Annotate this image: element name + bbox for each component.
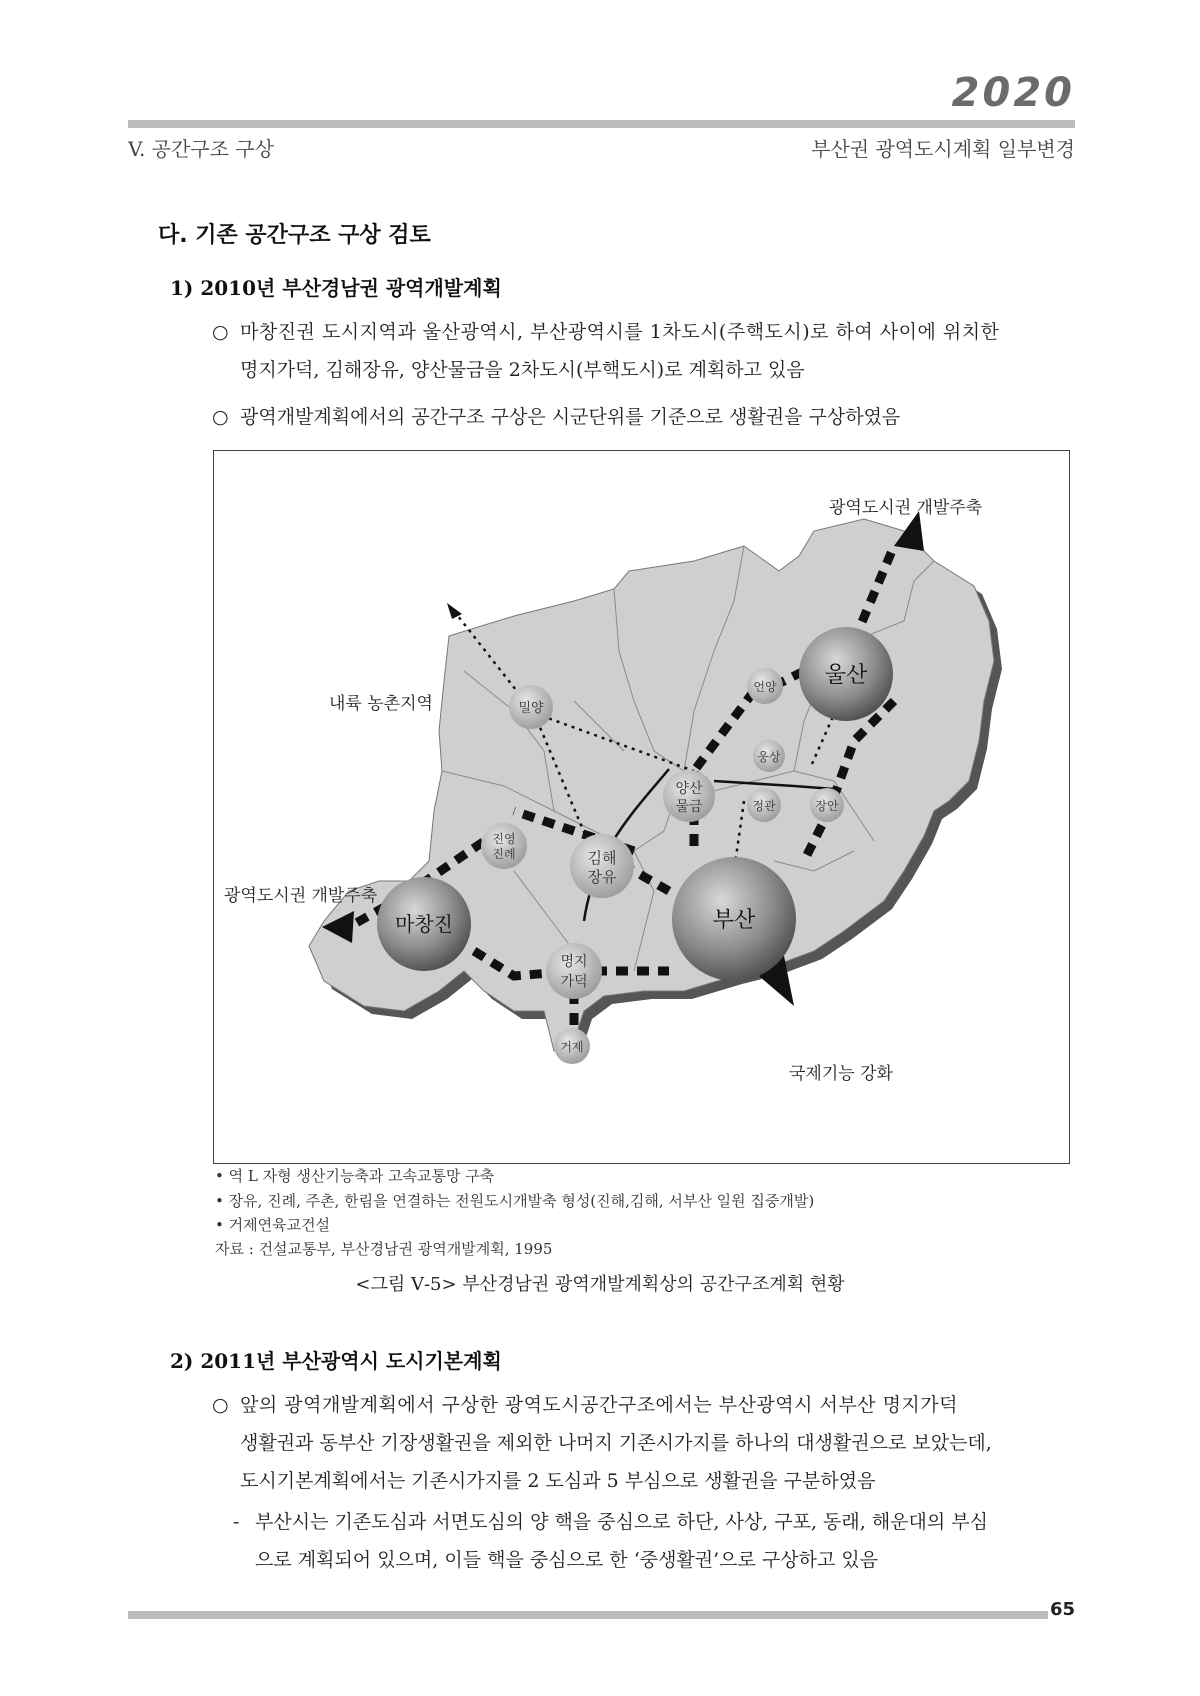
bullet-line: 생활권과 동부산 기장생활권을 제외한 나머지 기존시가지를 하나의 대생활권으로 보았는데,	[240, 1432, 992, 1454]
label-ulsan-axis: 광역도시권 개발주축	[829, 498, 983, 518]
figure-caption: <그림 Ⅴ-5> 부산경남권 광역개발계획상의 공간구조계획 현황	[355, 1274, 845, 1295]
document-title: 부산권 광역도시계획 일부변경	[811, 137, 1075, 161]
bullet-line: 마창진권 도시지역과 울산광역시, 부산광역시를 1차도시(주핵도시)로 하여 사이에 위치한	[240, 321, 1000, 343]
chapter-title: V. 공간구조 구상	[128, 137, 274, 161]
subsection1-title: 1) 2010년 부산경남권 광역개발계획	[170, 276, 502, 300]
bullet-line: 광역개발계획에서의 공간구조 구상은 시군단위를 기준으로 생활권을 구상하였음	[240, 406, 901, 428]
label-jeonggwan: 정관	[752, 799, 776, 813]
label-jinyoung-1: 진영	[492, 832, 516, 846]
figure-note-3: • 거제연육교건설	[215, 1216, 331, 1234]
bullet-line: 도시기본계획에서는 기존시가지를 2 도심과 5 부심으로 생활권을 구분하였음	[240, 1470, 876, 1492]
label-west-axis: 광역도시권 개발주축	[224, 886, 378, 906]
subsection2-dash-item	[233, 1503, 1090, 1579]
city-jinyoung	[481, 823, 527, 869]
bullet-symbol: ○	[212, 321, 229, 343]
bullet-line: 앞의 광역개발계획에서 구상한 광역도시공간구조에서는 부산광역시 서부산 명지가덕	[240, 1394, 958, 1416]
header-year: 2020	[951, 70, 1075, 116]
dash-line: 부산시는 기존도심과 서면도심의 양 핵을 중심으로 하단, 사상, 구포, 동래, 해운대의 부심	[255, 1511, 988, 1533]
label-jinyoung-2: 진례	[492, 847, 516, 861]
label-gimhae-1: 김해	[587, 849, 617, 867]
subsection2-bullet	[212, 1386, 1090, 1500]
subsection2-title: 2) 2011년 부산광역시 도시기본계획	[170, 1349, 502, 1373]
figure-source: 자료 : 건설교통부, 부산경남권 광역개발계획, 1995	[215, 1240, 553, 1258]
label-eonyang: 언양	[753, 680, 777, 694]
label-miryang: 밀양	[518, 701, 544, 716]
label-myeongji-2: 가덕	[560, 974, 588, 990]
page-number: 65	[1049, 1599, 1075, 1620]
dash-symbol: -	[233, 1511, 240, 1533]
header-rule	[128, 120, 1075, 128]
label-ungsang: 웅상	[757, 750, 781, 764]
label-yangsan-1: 양산	[675, 781, 703, 797]
section-title: 다. 기존 공간구조 구상 검토	[158, 223, 431, 248]
label-geoje: 거제	[560, 1040, 584, 1054]
city-myeongji	[546, 943, 602, 999]
dash-line: 으로 계획되어 있으며, 이들 핵을 중심으로 한 ‘중생활권’으로 구상하고 있음	[255, 1549, 879, 1571]
label-ulsan: 울산	[824, 663, 868, 688]
label-jangan: 장안	[815, 799, 839, 813]
label-machangjin: 마창진	[395, 912, 453, 936]
map-svg	[214, 451, 1069, 1163]
arrow-inland	[447, 603, 462, 619]
figure-note-2: • 장유, 진례, 주촌, 한림을 연결하는 전원도시개발축 형성(진해,김해, 서부산 일원 집중개발)	[215, 1192, 815, 1210]
subsection1-bullet-1	[212, 313, 1090, 389]
label-myeongji-1: 명지	[560, 954, 588, 970]
label-busan: 부산	[712, 908, 756, 933]
subsection1-bullet-2	[212, 398, 1090, 436]
label-inland: 내륙 농촌지역	[329, 694, 433, 714]
label-yangsan-2: 물금	[675, 799, 703, 815]
bullet-symbol: ○	[212, 406, 229, 428]
label-gimhae-2: 장유	[587, 868, 617, 886]
spatial-structure-map	[213, 450, 1070, 1164]
label-intl: 국제기능 강화	[789, 1064, 893, 1084]
bullet-line: 명지가덕, 김해장유, 양산물금을 2차도시(부핵도시)로 계획하고 있음	[240, 359, 805, 381]
bullet-symbol: ○	[212, 1394, 229, 1416]
land-area	[309, 519, 994, 1051]
footer-rule	[128, 1611, 1048, 1619]
figure-note-1: • 역 L 자형 생산기능축과 고속교통망 구축	[215, 1167, 495, 1185]
